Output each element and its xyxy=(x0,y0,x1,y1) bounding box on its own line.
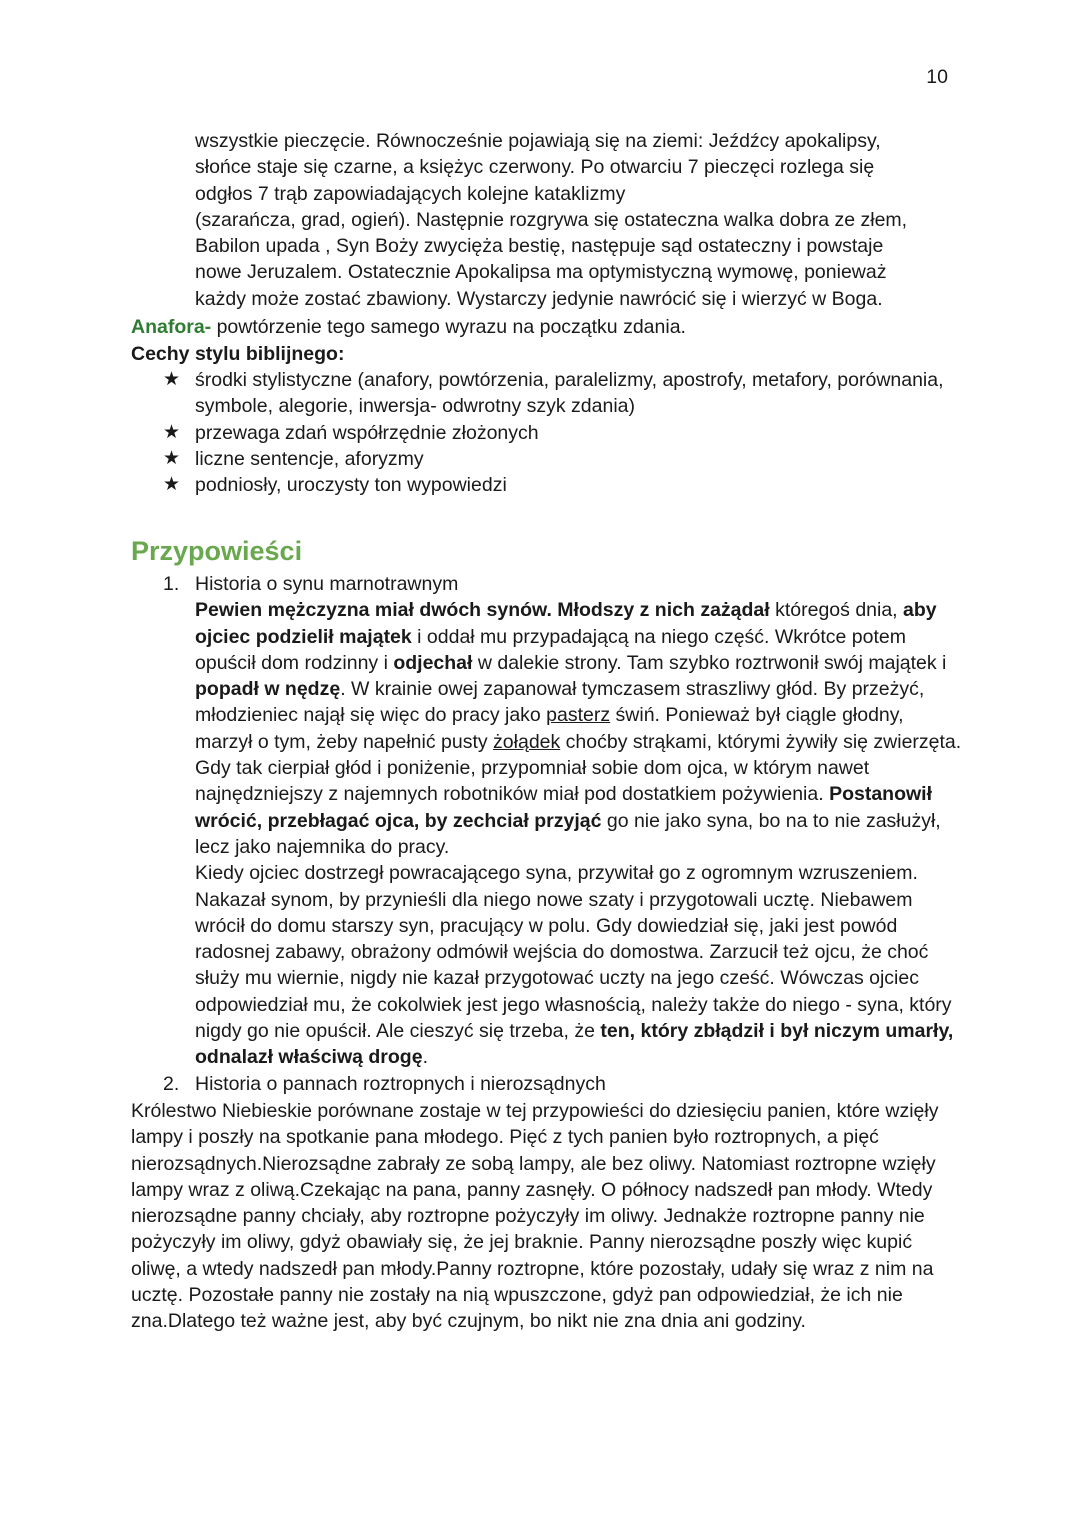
emphasis: odjechał xyxy=(393,651,473,674)
apocalypse-paragraph xyxy=(195,128,955,312)
parable-item xyxy=(163,1071,963,1097)
list-item xyxy=(163,367,963,420)
text: . W krainie owej zapanował tymczasem straszliwy głód. By przeżyć, młodzieniec najął się więc do pracy jako xyxy=(195,678,925,727)
parable-number: 1. xyxy=(163,573,180,595)
parables-list xyxy=(163,571,963,1097)
parable-story xyxy=(195,597,963,860)
star-icon: ★ xyxy=(163,421,181,443)
anafora-text: powtórzenie tego samego wyrazu na początku zdania. xyxy=(211,316,686,338)
list-item xyxy=(163,446,963,472)
text-line: każdy może zostać zbawiony. Wystarczy jedynie nawrócić się i wierzyć w Boga. xyxy=(195,287,883,310)
text: i oddał mu przypadającą na niego część. Wkrótce potem opuścił dom rodzinny i xyxy=(195,625,907,674)
list-item-text: przewaga zdań współrzędnie złożonych xyxy=(195,421,539,444)
text-line: (szarańcza, grad, ogień). Następnie rozgrywa się ostateczna walka dobra ze złem, xyxy=(195,208,908,231)
parable-number: 2. xyxy=(163,1072,180,1095)
star-icon: ★ xyxy=(163,447,181,469)
anafora-definition xyxy=(131,314,961,340)
list-item-text: liczne sentencje, aforyzmy xyxy=(195,447,424,470)
style-features-list xyxy=(163,367,963,498)
underlined-word: żołądek xyxy=(493,730,561,753)
style-features-title: Cechy stylu biblijnego: xyxy=(131,343,345,365)
list-item-text: podniosły, uroczysty ton wypowiedzi xyxy=(195,474,507,497)
parable-title: Historia o synu marnotrawnym xyxy=(195,573,459,595)
text: go nie jako syna, bo na to nie zasłużył, lecz jako najemnika do pracy. xyxy=(195,809,941,858)
text: choćby strąkami, którymi żywiły się zwierzęta. Gdy tak cierpiał głód i poniżenie, przypomniał sobie dom ojca, w którym nawet najnędzniejszy z najemnych robotników miał pod dostatkiem pożywienia. xyxy=(195,730,962,806)
text: . xyxy=(422,1046,428,1069)
text: świń. Ponieważ był ciągle głodny, marzył o tym, żeby napełnić pusty xyxy=(195,704,904,753)
text-line: słońce staje się czarne, a księżyc czerwony. Po otwarciu 7 pieczęci rozlega się xyxy=(195,156,875,179)
text: któregoś dnia, xyxy=(769,599,904,622)
emphasis: popadł w nędzę xyxy=(195,678,341,701)
text-line: wszystkie pieczęcie. Równocześnie pojawiają się na ziemi: Jeźdźcy apokalipsy, xyxy=(195,130,881,152)
emphasis: Pewien mężczyzna miał dwóch synów. Młodszy z nich zażądał xyxy=(195,599,770,622)
list-item xyxy=(163,472,963,498)
star-icon: ★ xyxy=(163,474,181,496)
text-line: Babilon upada , Syn Boży zwycięża bestię, następuje sąd ostateczny i powstaje xyxy=(195,235,884,258)
underlined-word: pasterz xyxy=(546,704,611,727)
parable-story-continued xyxy=(195,860,963,1070)
list-item-text: środki stylistyczne (anafory, powtórzenia, paralelizmy, apostrofy, metafory, porównania, symbole, alegorie, inwersja- odwrotny szyk zdania) xyxy=(195,369,944,418)
emphasis: aby ojciec podzielił majątek xyxy=(195,599,937,648)
list-item xyxy=(163,420,963,446)
anafora-term: Anafora- xyxy=(131,316,212,338)
parable-title: Historia o pannach roztropnych i nierozsądnych xyxy=(195,1072,606,1095)
star-icon: ★ xyxy=(163,369,181,390)
text-line: odgłos 7 trąb zapowiadających kolejne kataklizmy xyxy=(195,182,626,205)
virgins-paragraph: Królestwo Niebieskie porównane zostaje w tej przypowieści do dziesięciu panien, które wzięły lampy i poszły na spotkanie pana młodego. Pięć z tych panien było roztropnych, a pięć nierozsądnych.Nierozsądne zabrały ze sobą lampy, ale bez oliwy. Natomiast roztropne wzięły lampy wraz z oliwą.Czekając na pana, panny zasnęły. O północy nadszedł pan młody. Wtedy nierozsądne panny chciały, aby roztropne pożyczyły im oliwy. Jednakże roztropne panny nie pożyczyły im oliwy, gdyż obawiały się, że jej braknie. Panny nierozsądne poszły więc kupić oliwę, a wtedy nadszedł pan młody.Panny roztropne, które pozostały, udały się wraz z nim na ucztę. Pozostałe panny nie zostały na nią wpuszczone, gdyż pan odpowiedział, że ich nie zna.Dlatego też ważne jest, aby być czujnym, bo nikt nie zna dnia ani godziny. xyxy=(131,1100,939,1333)
page-number: 10 xyxy=(926,66,948,88)
parable-item xyxy=(163,571,963,1071)
emphasis: ten, który zbłądził i był niczym umarły, odnalazł właściwą drogę xyxy=(195,1020,954,1069)
text-line: nowe Jeruzalem. Ostatecznie Apokalipsa ma optymistyczną wymowę, ponieważ xyxy=(195,261,887,284)
section-title: Przypowieści xyxy=(131,536,303,566)
text: w dalekie strony. Tam szybko roztrwonił swój majątek i xyxy=(472,651,947,674)
text: Kiedy ojciec dostrzegł powracającego syna, przywitał go z ogromnym wzruszeniem. Nakazał synom, by przynieśli dla niego nowe szaty i przygotowali ucztę. Niebawem wrócił do domu starszy syn, pracujący w polu. Gdy dowiedział się, jaki jest powód radosnej zabawy, obrażony odmówił wejścia do domostwa. Zarzucił też ojcu, że choć służy mu wiernie, nigdy nie kazał przygotować uczty na jego cześć. Wówczas ojciec odpowiedział mu, że cokolwiek jest jego własnością, należy także do niego - syna, który nigdy go nie opuścił. Ale cieszyć się trzeba, że xyxy=(195,862,952,1043)
emphasis: Postanowił wrócić, przebłagać ojca, by zechciał przyjąć xyxy=(195,783,933,832)
